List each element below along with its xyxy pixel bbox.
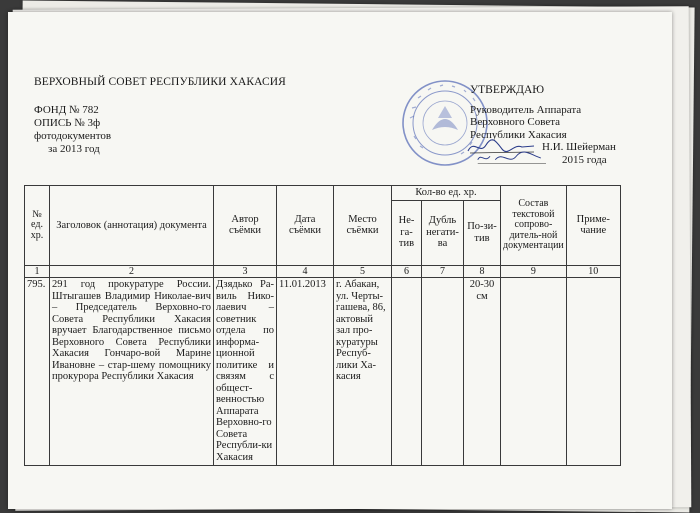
organization-name: ВЕРХОВНЫЙ СОВЕТ РЕСПУБЛИКИ ХАКАСИЯ — [34, 76, 286, 88]
column-number: 1 — [25, 265, 50, 278]
cell-author: Дзядько Ра-виль Нико-лаевич – советник отдела по информа-ционной политике и связям с общест-венностью Аппарата Верховно-го Совета Республи-ки Хакасия — [214, 278, 277, 466]
document-page — [8, 12, 672, 509]
fond-number: ФОНД № 782 — [34, 104, 99, 116]
inventory-number: ОПИСЬ № 3ф — [34, 117, 101, 129]
column-number: 6 — [392, 265, 422, 278]
table-header-row — [25, 186, 621, 201]
column-number: 3 — [214, 265, 277, 278]
col-header-date: Дата съёмки — [277, 186, 334, 266]
col-header-positives: По-зи-тив — [464, 200, 501, 265]
approval-date: 2015 года — [562, 153, 607, 166]
approver-position: Руководитель Аппарата — [470, 103, 582, 116]
column-number: 9 — [501, 265, 567, 278]
handwritten-date-icon — [476, 148, 546, 168]
approval-date-line — [470, 154, 616, 167]
approver-position: Республики Хакасия — [470, 128, 567, 141]
col-header-quantity-group: Кол-во ед. хр. — [392, 186, 501, 201]
column-number: 5 — [334, 265, 392, 278]
document-kind: фотодокументов — [34, 130, 112, 142]
column-number: 4 — [277, 265, 334, 278]
column-number: 7 — [422, 265, 464, 278]
cell-date: 11.01.2013 — [277, 278, 334, 466]
col-header-title: Заголовок (аннотация) документа — [50, 186, 214, 266]
column-number-row — [25, 265, 621, 278]
col-header-duplicate: Дубль негати-ва — [422, 200, 464, 265]
column-number: 2 — [50, 265, 214, 278]
col-header-place: Место съёмки — [334, 186, 392, 266]
column-number: 10 — [566, 265, 620, 278]
inventory-table — [24, 185, 621, 466]
col-header-text-docs: Состав текстовой сопрово-дитель-ной документации — [501, 186, 567, 266]
cell-negatives — [392, 278, 422, 466]
cell-duplicate — [422, 278, 464, 466]
cell-positives: 20-30 см — [464, 278, 501, 466]
cell-place: г. Абакан, ул. Черты-гашева, 86, актовый зал про-куратуры Респуб-лики Ха-касия — [334, 278, 392, 466]
approver-name: Н.И. Шейерман — [542, 141, 616, 154]
col-header-number: № ед. хр. — [25, 186, 50, 266]
cell-title: 291 год прокуратуре России. Штыгашев Владимир Николае-вич – Председатель Верховно-го Совета Республики Хакасия вручает Благодарственное письмо Верховного Совета Республики Хакасия Гончаро-вой Марине Ивановне – стар-шему помощнику прокурора Республики Хакасия — [50, 278, 214, 466]
column-number: 8 — [464, 265, 501, 278]
cell-notes — [566, 278, 620, 466]
document-header — [34, 76, 286, 156]
col-header-negatives: Не-га-тив — [392, 200, 422, 265]
col-header-author: Автор съёмки — [214, 186, 277, 266]
approver-position: Верховного Совета — [470, 116, 561, 129]
col-header-notes: Приме-чание — [566, 186, 620, 266]
document-year: за 2013 год — [48, 143, 100, 155]
approval-title: УТВЕРЖДАЮ — [470, 84, 545, 96]
approval-block — [470, 84, 616, 167]
cell-text-docs — [501, 278, 567, 466]
table-row — [25, 278, 621, 466]
cell-number: 795. — [25, 278, 50, 466]
